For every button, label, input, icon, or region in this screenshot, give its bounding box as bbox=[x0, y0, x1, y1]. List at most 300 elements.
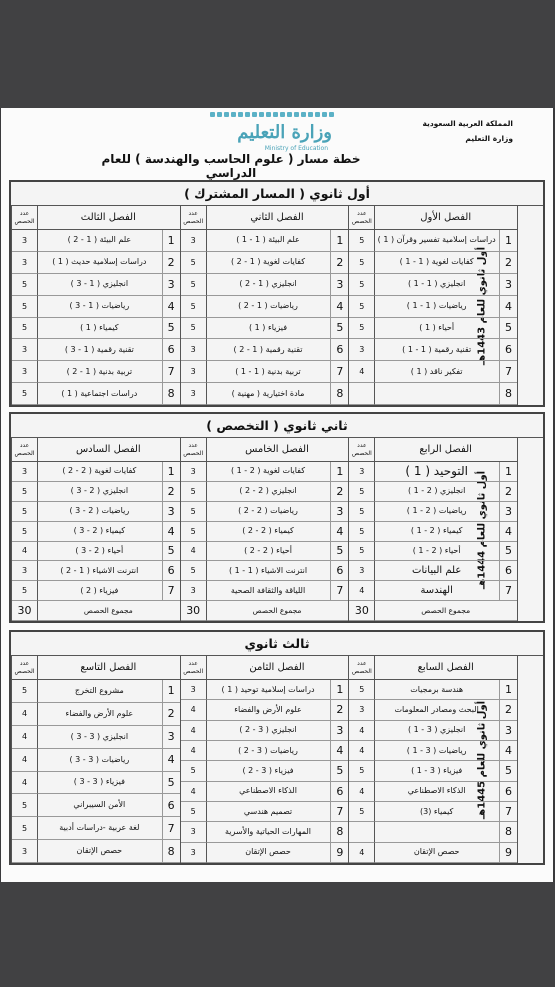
count-header: عدد الحصص bbox=[181, 656, 207, 680]
course-number: 5 bbox=[499, 761, 517, 781]
course-name bbox=[37, 482, 162, 502]
class-count: 5 bbox=[349, 230, 375, 252]
course-name-text: كفايات لغوية ( 1 - 2 ) bbox=[231, 257, 306, 267]
course-name bbox=[206, 843, 331, 863]
course-name bbox=[37, 542, 162, 562]
course-name bbox=[37, 361, 162, 383]
course-number: 6 bbox=[499, 782, 517, 802]
course-number: 1 bbox=[499, 230, 517, 252]
class-count: 3 bbox=[181, 230, 207, 252]
course-name bbox=[206, 318, 331, 340]
count-header: عدد الحصص bbox=[181, 438, 207, 462]
course-number: 7 bbox=[162, 361, 180, 383]
total-value: 30 bbox=[349, 601, 375, 621]
course-number: 4 bbox=[499, 296, 517, 318]
course-name bbox=[206, 741, 331, 761]
class-count: 5 bbox=[349, 502, 375, 522]
semester-name: الفصل الأول bbox=[374, 206, 517, 230]
top-background bbox=[0, 0, 555, 108]
class-count: 5 bbox=[181, 274, 207, 296]
course-name-text: فيزياء ( 3 - 1 ) bbox=[411, 765, 463, 775]
class-count: 4 bbox=[349, 721, 375, 741]
count-header: عدد الحصص bbox=[349, 438, 375, 462]
class-count: 3 bbox=[349, 339, 375, 361]
class-count: 5 bbox=[349, 761, 375, 781]
course-number: 2 bbox=[330, 700, 348, 720]
course-name-text: علوم الأرض والفضاء bbox=[65, 708, 134, 718]
course-number: 8 bbox=[162, 383, 180, 405]
total-label-text: مجموع الحصص bbox=[83, 605, 133, 615]
course-name-text: دراسات اجتماعية ( 1 ) bbox=[61, 388, 138, 398]
course-name-text: الذكاء الاصطناعي bbox=[407, 786, 466, 796]
course-name bbox=[37, 794, 162, 817]
semester-2 bbox=[180, 438, 349, 621]
course-name bbox=[37, 522, 162, 542]
course-name bbox=[37, 383, 162, 405]
course-number: 2 bbox=[162, 703, 180, 726]
section-title: ثاني ثانوي ( التخصص ) bbox=[11, 414, 543, 438]
course-name-text: تصميم هندسي bbox=[243, 806, 293, 816]
course-name bbox=[374, 522, 499, 542]
semester-name: الفصل الرابع bbox=[374, 438, 517, 462]
course-name bbox=[374, 822, 499, 842]
course-name-text: كيمياء (3) bbox=[420, 806, 454, 816]
course-name bbox=[374, 843, 499, 863]
course-name-text: الأمن السيبراني bbox=[73, 800, 126, 810]
course-name-text: تربية بدنية ( 1 - 1 ) bbox=[235, 366, 301, 376]
course-name bbox=[206, 761, 331, 781]
class-count: 5 bbox=[349, 296, 375, 318]
course-number: 7 bbox=[499, 361, 517, 383]
course-name-text: التوحيد ( 1 ) bbox=[405, 464, 468, 479]
course-number: 1 bbox=[162, 462, 180, 482]
course-name-text: رياضيات ( 1 - 2 ) bbox=[238, 301, 298, 311]
course-name-text: فيزياء ( 3 - 2 ) bbox=[242, 765, 294, 775]
class-count: 5 bbox=[181, 502, 207, 522]
course-name bbox=[37, 230, 162, 252]
class-count: 3 bbox=[349, 700, 375, 720]
course-number: 4 bbox=[499, 741, 517, 761]
course-number: 1 bbox=[330, 680, 348, 700]
year-column bbox=[476, 206, 543, 405]
course-name-text: حصص الإتقان bbox=[245, 847, 291, 857]
course-name-text: رياضيات ( 2 - 3 ) bbox=[69, 506, 130, 516]
course-name-text: رياضيات ( 3 - 2 ) bbox=[238, 745, 298, 755]
course-number: 3 bbox=[330, 502, 348, 522]
class-count: 4 bbox=[349, 782, 375, 802]
course-name bbox=[206, 581, 331, 601]
semester-name: الفصل الخامس bbox=[206, 438, 349, 462]
course-number: 3 bbox=[499, 274, 517, 296]
class-count: 5 bbox=[181, 252, 207, 274]
class-count: 3 bbox=[12, 840, 38, 863]
course-name-text: لغة عربية -دراسات أدبية bbox=[59, 823, 140, 833]
page-title: خطة مسار ( علوم الحاسب والهندسة ) للعام الدراسي bbox=[101, 152, 361, 180]
total-label bbox=[37, 601, 180, 621]
course-number: 7 bbox=[330, 581, 348, 601]
course-name-text: حصص الإتقان bbox=[413, 847, 460, 857]
total-value: 30 bbox=[12, 601, 38, 621]
class-count: 3 bbox=[12, 230, 38, 252]
course-number: 5 bbox=[499, 318, 517, 340]
course-name-text: كيمياء ( 2 - 2 ) bbox=[242, 526, 294, 536]
course-name bbox=[206, 522, 331, 542]
class-count: 4 bbox=[349, 361, 375, 383]
course-name-text: رياضيات ( 1 - 3 ) bbox=[69, 301, 130, 311]
course-name bbox=[374, 252, 499, 274]
course-number: 5 bbox=[162, 772, 180, 795]
course-number: 5 bbox=[330, 761, 348, 781]
course-number: 2 bbox=[162, 482, 180, 502]
course-name bbox=[37, 772, 162, 795]
course-number: 6 bbox=[499, 339, 517, 361]
course-name bbox=[374, 700, 499, 720]
course-name bbox=[374, 542, 499, 562]
semester-2 bbox=[180, 656, 349, 863]
course-name-text: تربية بدنية ( 1 - 2 ) bbox=[66, 366, 133, 376]
course-name-text: أحياء ( 1 ) bbox=[419, 322, 455, 332]
course-name bbox=[206, 721, 331, 741]
bottom-background bbox=[0, 882, 555, 987]
course-name-text: فيزياء ( 2 ) bbox=[80, 585, 119, 595]
course-name bbox=[206, 700, 331, 720]
course-name bbox=[374, 741, 499, 761]
course-name bbox=[37, 749, 162, 772]
course-number: 4 bbox=[162, 749, 180, 772]
course-name bbox=[37, 318, 162, 340]
class-count: 5 bbox=[349, 542, 375, 562]
ministry-label: وزارة التعليم bbox=[465, 134, 513, 143]
course-number: 7 bbox=[499, 802, 517, 822]
course-number: 4 bbox=[162, 522, 180, 542]
section-title: أول ثانوي ( المسار المشترك ) bbox=[11, 182, 543, 206]
course-name bbox=[37, 296, 162, 318]
class-count: 4 bbox=[12, 542, 38, 562]
course-number: 1 bbox=[330, 462, 348, 482]
course-name bbox=[374, 274, 499, 296]
semester-3 bbox=[11, 656, 180, 863]
course-number: 5 bbox=[330, 542, 348, 562]
course-number: 8 bbox=[499, 822, 517, 842]
semester-name: الفصل السابع bbox=[374, 656, 517, 680]
course-number: 8 bbox=[330, 822, 348, 842]
course-number: 4 bbox=[162, 296, 180, 318]
class-count: 3 bbox=[181, 339, 207, 361]
class-count: 4 bbox=[349, 843, 375, 863]
course-name bbox=[206, 383, 331, 405]
course-name bbox=[374, 230, 499, 252]
class-count: 5 bbox=[349, 318, 375, 340]
course-name bbox=[206, 274, 331, 296]
course-name-text: كيمياء ( 2 - 3 ) bbox=[73, 526, 126, 536]
semester-1 bbox=[348, 206, 517, 405]
course-name bbox=[374, 361, 499, 383]
course-name bbox=[206, 252, 331, 274]
course-number: 1 bbox=[499, 462, 517, 482]
class-count: 5 bbox=[181, 561, 207, 581]
course-name-text: اللياقة والثقافة الصحية bbox=[230, 585, 306, 595]
course-name-text: حصص الإتقان bbox=[76, 846, 123, 856]
count-header: عدد الحصص bbox=[349, 656, 375, 680]
semester-name: الفصل الثامن bbox=[206, 656, 349, 680]
course-name-text: انجليزي ( 2 - 1 ) bbox=[407, 486, 466, 496]
class-count: 4 bbox=[12, 749, 38, 772]
course-name-text: رياضيات ( 1 - 1 ) bbox=[406, 301, 467, 311]
course-name bbox=[37, 502, 162, 522]
course-name bbox=[206, 542, 331, 562]
course-number: 8 bbox=[330, 383, 348, 405]
year-label: أول ثانوي للعام 1443هـ bbox=[476, 246, 488, 365]
course-number: 8 bbox=[162, 840, 180, 863]
course-name bbox=[374, 581, 499, 601]
class-count: 5 bbox=[12, 296, 38, 318]
course-name-text: أحياء ( 2 - 3 ) bbox=[75, 545, 124, 555]
course-name-text: انجليزي ( 2 - 2 ) bbox=[239, 486, 297, 496]
course-number: 5 bbox=[162, 542, 180, 562]
class-count: 5 bbox=[12, 522, 38, 542]
class-count: 3 bbox=[181, 581, 207, 601]
class-count: 3 bbox=[181, 462, 207, 482]
total-label-text: مجموع الحصص bbox=[252, 605, 302, 615]
course-name bbox=[374, 761, 499, 781]
course-name-text: انجليزي ( 3 - 3 ) bbox=[70, 731, 129, 741]
course-number: 6 bbox=[162, 794, 180, 817]
course-name-text: انجليزي ( 3 - 1 ) bbox=[407, 725, 466, 735]
course-name bbox=[206, 782, 331, 802]
course-name-text: علم البيانات bbox=[412, 564, 462, 576]
course-name bbox=[206, 802, 331, 822]
semester-name: الفصل التاسع bbox=[37, 656, 180, 680]
course-name-text: تقنية رقمية ( 1 - 1 ) bbox=[402, 344, 472, 354]
course-name bbox=[206, 680, 331, 700]
class-count: 5 bbox=[12, 318, 38, 340]
course-name bbox=[206, 296, 331, 318]
class-count: 5 bbox=[349, 802, 375, 822]
course-number: 1 bbox=[162, 680, 180, 703]
class-count: 5 bbox=[12, 794, 38, 817]
course-number: 3 bbox=[162, 274, 180, 296]
course-name bbox=[374, 802, 499, 822]
class-count: 5 bbox=[12, 383, 38, 405]
course-name-text: انترنت الاشياء ( 1 - 1 ) bbox=[228, 565, 308, 575]
course-number: 3 bbox=[499, 721, 517, 741]
course-name bbox=[37, 680, 162, 703]
class-count: 5 bbox=[349, 522, 375, 542]
course-name-text: دراسات إسلامية حديث ( 1 ) bbox=[52, 257, 147, 267]
total-label bbox=[374, 601, 517, 621]
course-number: 7 bbox=[162, 817, 180, 840]
course-number: 4 bbox=[330, 522, 348, 542]
class-count: 5 bbox=[12, 274, 38, 296]
course-number: 5 bbox=[330, 318, 348, 340]
course-number: 5 bbox=[162, 318, 180, 340]
course-name-text: انجليزي ( 2 - 3 ) bbox=[70, 486, 129, 496]
class-count: 4 bbox=[349, 741, 375, 761]
class-count: 4 bbox=[12, 726, 38, 749]
count-header: عدد الحصص bbox=[12, 656, 38, 680]
course-number: 9 bbox=[499, 843, 517, 863]
section-2 bbox=[9, 412, 545, 623]
class-count: 5 bbox=[181, 318, 207, 340]
course-name bbox=[37, 840, 162, 863]
course-number: 2 bbox=[499, 482, 517, 502]
course-number: 2 bbox=[330, 482, 348, 502]
course-name-text: كفايات لغوية ( 1 - 1 ) bbox=[399, 257, 474, 267]
semester-name: الفصل الثاني bbox=[206, 206, 349, 230]
course-name-text: علوم الأرض والفضاء bbox=[234, 704, 302, 714]
course-number: 4 bbox=[330, 296, 348, 318]
course-number: 2 bbox=[330, 252, 348, 274]
course-number: 5 bbox=[499, 542, 517, 562]
course-name bbox=[37, 339, 162, 361]
year-label: أول ثانوي للعام 1444هـ bbox=[476, 470, 488, 589]
course-name bbox=[374, 339, 499, 361]
class-count: 3 bbox=[181, 383, 207, 405]
course-name bbox=[37, 703, 162, 726]
course-name-text: فيزياء ( 1 ) bbox=[248, 322, 288, 332]
class-count: 5 bbox=[349, 252, 375, 274]
class-count bbox=[349, 822, 375, 842]
course-name bbox=[37, 581, 162, 601]
year-column bbox=[476, 656, 543, 863]
class-count: 5 bbox=[349, 274, 375, 296]
total-label bbox=[206, 601, 349, 621]
course-name bbox=[374, 782, 499, 802]
course-name-text: مشروع التخرج bbox=[74, 685, 124, 695]
ministry-header bbox=[422, 116, 513, 146]
class-count: 5 bbox=[12, 817, 38, 840]
class-count: 5 bbox=[12, 581, 38, 601]
count-header: عدد الحصص bbox=[349, 206, 375, 230]
course-name-text: رياضيات ( 3 - 1 ) bbox=[406, 745, 467, 755]
course-name-text: كفايات لغوية ( 2 - 2 ) bbox=[62, 466, 137, 476]
course-name bbox=[374, 482, 499, 502]
class-count: 3 bbox=[349, 561, 375, 581]
course-number: 8 bbox=[499, 383, 517, 405]
semester-2 bbox=[180, 206, 349, 405]
course-name-text: الهندسة bbox=[420, 584, 453, 596]
course-name-text: تقنية رقمية ( 1 - 3 ) bbox=[64, 344, 134, 354]
course-name-text: علم البيئة ( 1 - 1 ) bbox=[236, 235, 300, 245]
class-count: 4 bbox=[181, 700, 207, 720]
course-name-text: انترنت الاشياء ( 1 - 2 ) bbox=[60, 565, 139, 575]
class-count: 4 bbox=[181, 542, 207, 562]
course-number: 2 bbox=[162, 252, 180, 274]
class-count: 3 bbox=[12, 252, 38, 274]
class-count: 5 bbox=[349, 482, 375, 502]
course-name bbox=[206, 502, 331, 522]
course-name bbox=[37, 274, 162, 296]
course-number: 7 bbox=[162, 581, 180, 601]
course-name-text: كفايات لغوية ( 2 - 1 ) bbox=[231, 466, 306, 476]
class-count: 5 bbox=[12, 680, 38, 703]
class-count: 4 bbox=[181, 741, 207, 761]
class-count: 3 bbox=[12, 339, 38, 361]
semester-3 bbox=[11, 206, 180, 405]
class-count: 4 bbox=[12, 772, 38, 795]
section-1 bbox=[9, 180, 545, 407]
course-name-text: هندسة برمجيات bbox=[410, 684, 464, 694]
course-name bbox=[37, 252, 162, 274]
semester-1 bbox=[348, 438, 517, 621]
class-count: 5 bbox=[181, 802, 207, 822]
course-number: 6 bbox=[330, 561, 348, 581]
course-name-text: الذكاء الاصطناعي bbox=[239, 786, 297, 796]
course-name-text: دراسات إسلامية تفسير وقرآن ( 1 ) bbox=[377, 235, 496, 245]
course-number: 2 bbox=[499, 252, 517, 274]
course-number: 3 bbox=[162, 726, 180, 749]
course-name bbox=[374, 680, 499, 700]
course-name-text: انجليزي ( 1 - 2 ) bbox=[239, 279, 297, 289]
class-count: 5 bbox=[181, 522, 207, 542]
course-name-text: فيزياء ( 3 - 3 ) bbox=[73, 777, 125, 787]
semester-3 bbox=[11, 438, 180, 621]
logo-dots-icon bbox=[194, 112, 334, 122]
total-value: 30 bbox=[181, 601, 207, 621]
course-name-text: تقنية رقمية ( 1 - 2 ) bbox=[233, 344, 303, 354]
semester-name: الفصل الثالث bbox=[37, 206, 180, 230]
class-count: 3 bbox=[181, 843, 207, 863]
course-name bbox=[37, 561, 162, 581]
ministry-logo bbox=[194, 112, 334, 156]
course-name bbox=[206, 482, 331, 502]
course-name-text: المهارات الحياتية والأسرية bbox=[225, 826, 312, 836]
class-count: 5 bbox=[12, 482, 38, 502]
class-count: 3 bbox=[349, 462, 375, 482]
course-name bbox=[37, 726, 162, 749]
class-count: 3 bbox=[181, 361, 207, 383]
course-name bbox=[374, 561, 499, 581]
course-number: 3 bbox=[499, 502, 517, 522]
course-name bbox=[206, 230, 331, 252]
class-count: 5 bbox=[181, 482, 207, 502]
course-name-text: انجليزي ( 1 - 3 ) bbox=[70, 279, 129, 289]
year-column bbox=[476, 438, 543, 621]
course-name bbox=[37, 817, 162, 840]
course-name bbox=[374, 318, 499, 340]
course-name bbox=[206, 361, 331, 383]
course-name bbox=[206, 339, 331, 361]
course-name bbox=[206, 822, 331, 842]
course-name-text: مادة اختيارية ( مهنية ) bbox=[231, 388, 305, 398]
semester-name: الفصل السادس bbox=[37, 438, 180, 462]
section-3 bbox=[9, 630, 545, 865]
course-number: 6 bbox=[162, 561, 180, 581]
course-name-text: كيمياء ( 2 - 1 ) bbox=[410, 526, 463, 536]
class-count: 5 bbox=[181, 296, 207, 318]
course-name bbox=[206, 462, 331, 482]
class-count: 5 bbox=[12, 502, 38, 522]
course-name bbox=[374, 502, 499, 522]
kingdom-label: المملكة العربية السعودية bbox=[422, 119, 513, 128]
course-name-text: دراسات إسلامية توحيد ( 1 ) bbox=[221, 684, 315, 694]
course-number: 1 bbox=[330, 230, 348, 252]
course-name-text: تفكير ناقد ( 1 ) bbox=[410, 366, 463, 376]
course-number: 3 bbox=[162, 502, 180, 522]
course-number: 6 bbox=[330, 339, 348, 361]
logo-arabic-text: وزارة التعليم bbox=[237, 122, 332, 143]
class-count: 4 bbox=[181, 721, 207, 741]
course-number: 3 bbox=[330, 274, 348, 296]
section-title: ثالث ثانوي bbox=[11, 632, 543, 656]
course-name bbox=[374, 296, 499, 318]
count-header: عدد الحصص bbox=[12, 438, 38, 462]
class-count: 3 bbox=[12, 561, 38, 581]
course-name-text: انجليزي ( 3 - 2 ) bbox=[239, 725, 297, 735]
course-name-text: انجليزي ( 1 - 1 ) bbox=[407, 279, 466, 289]
course-name-text: رياضيات ( 3 - 3 ) bbox=[69, 754, 130, 764]
class-count: 3 bbox=[181, 680, 207, 700]
